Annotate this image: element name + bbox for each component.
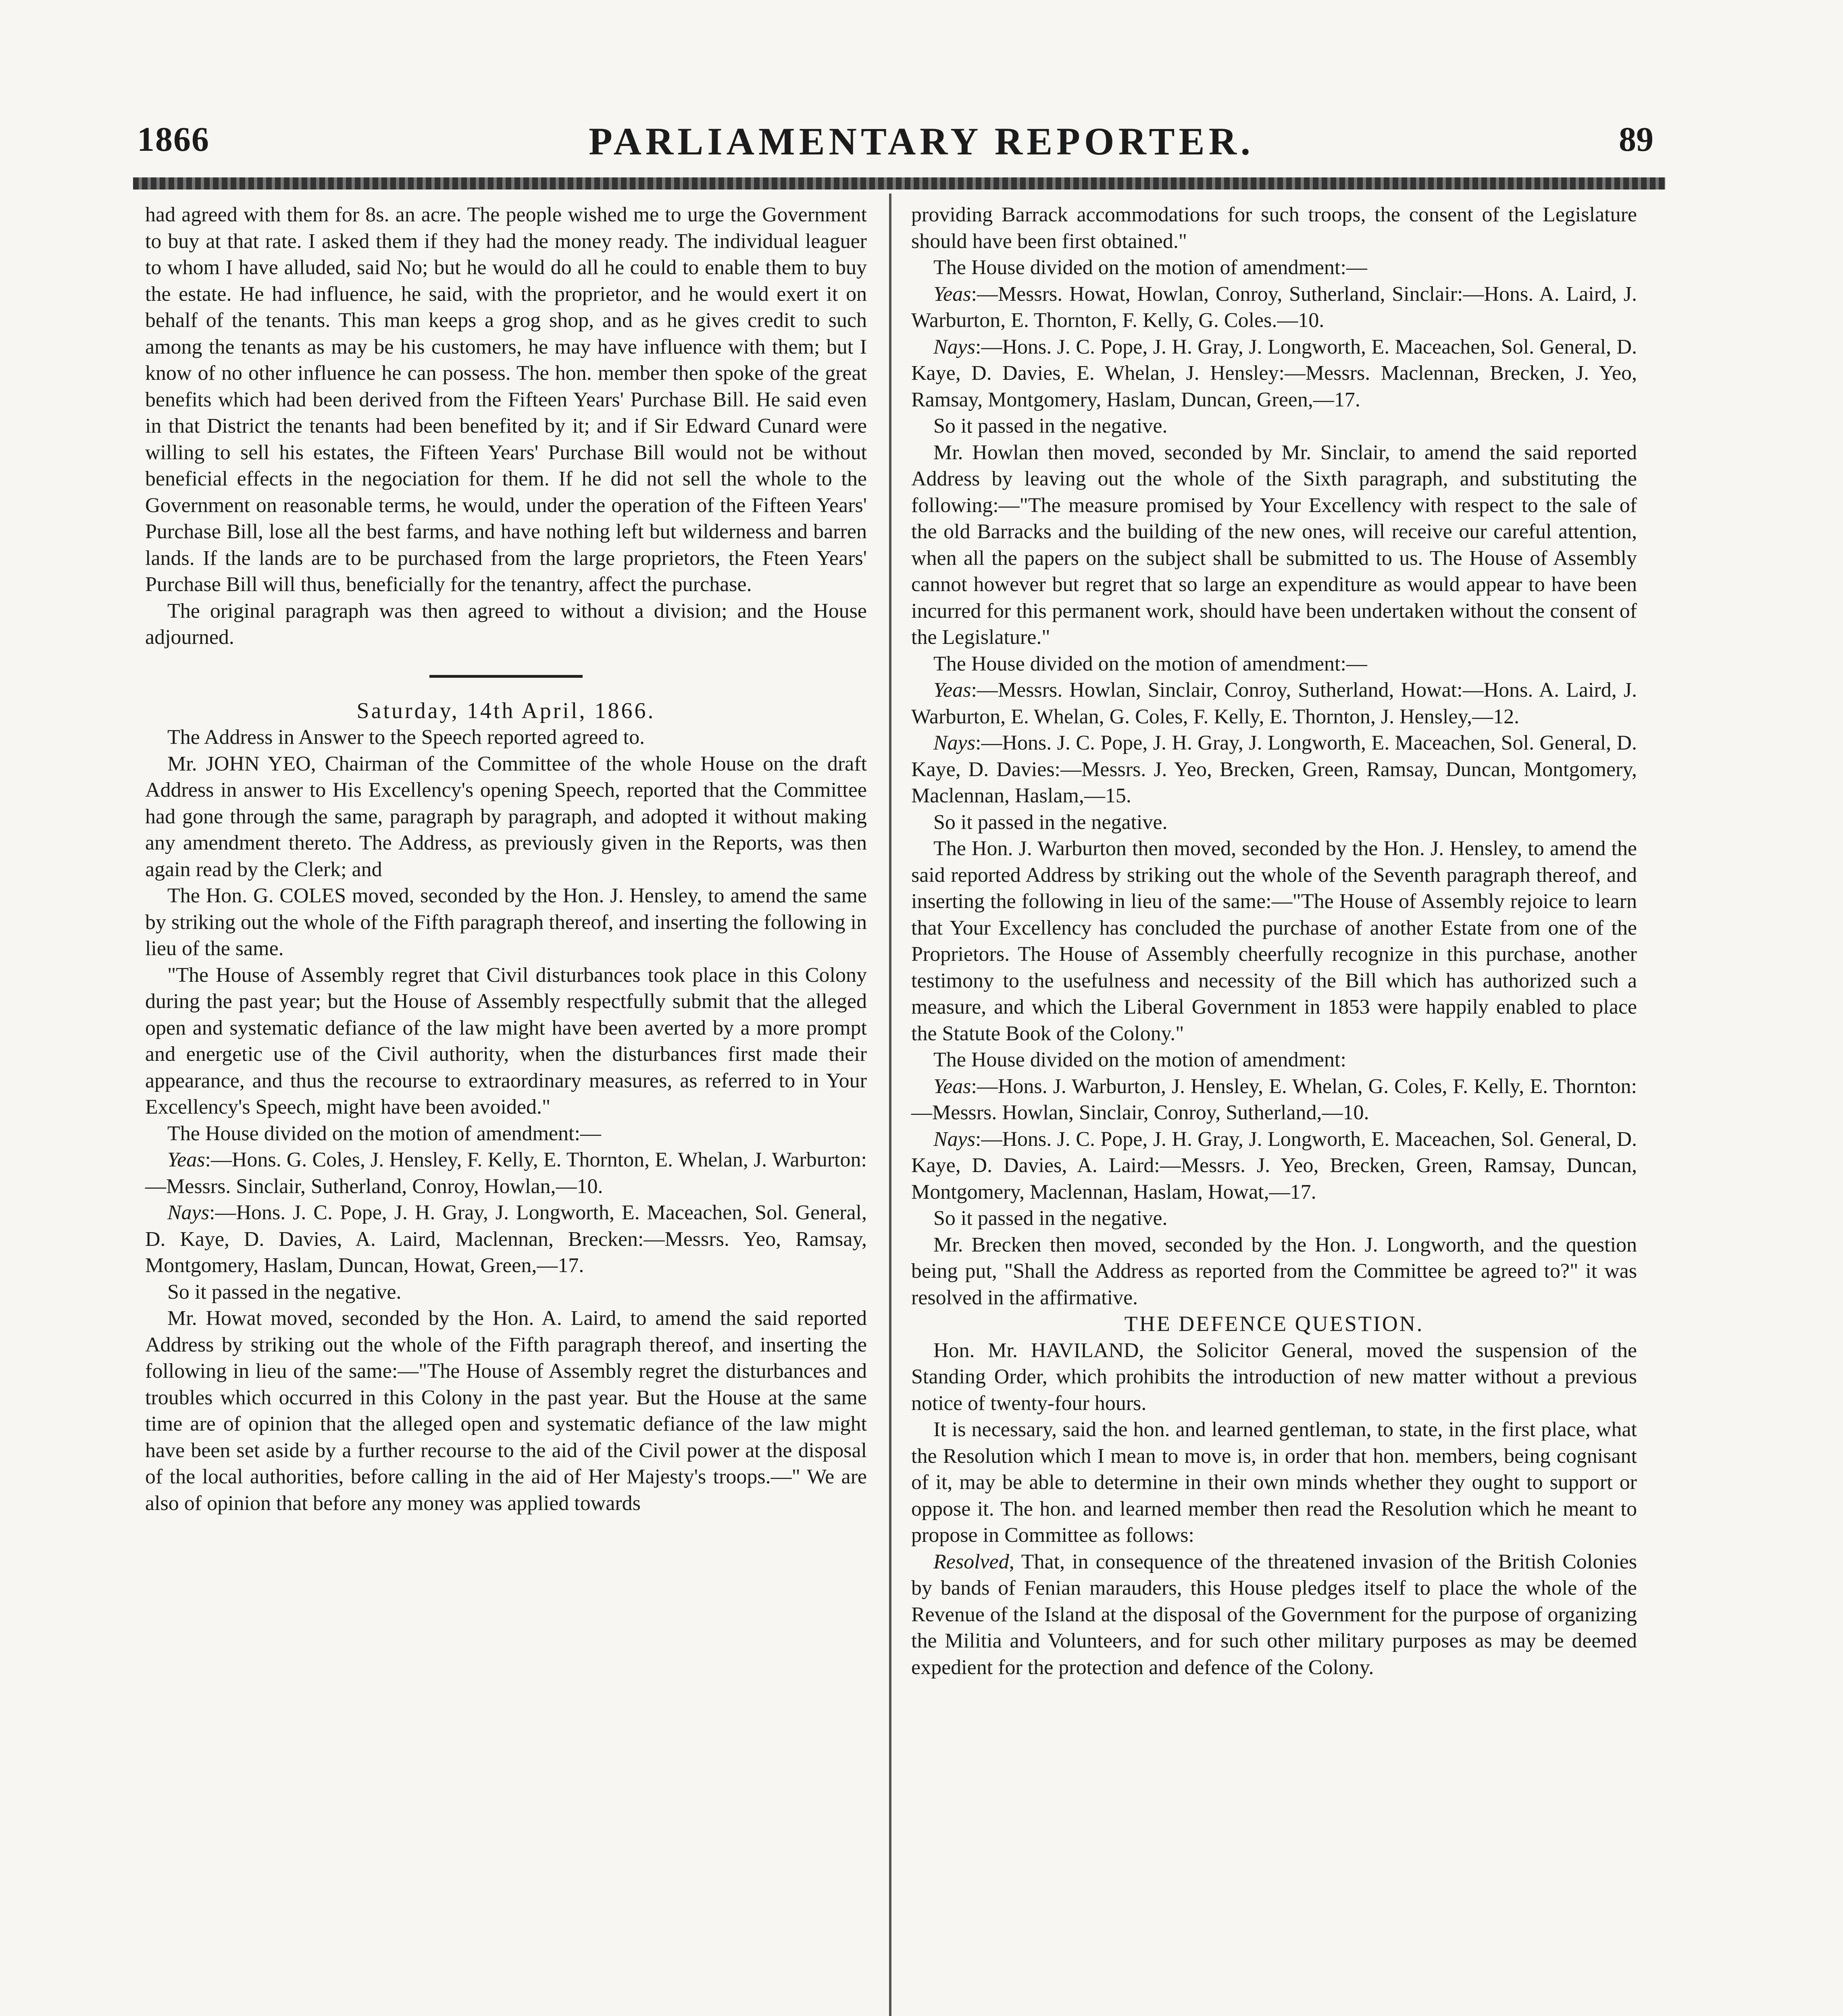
paragraph: Mr. Brecken then moved, seconded by the Hon. J. Longworth, and the question being put, "Shall the Address as reported from the Committee be agreed to?" it was resolved in the affirmative.: [911, 1233, 1637, 1309]
nays-label: Nays: [167, 1201, 209, 1224]
nays-label: Nays: [933, 1127, 975, 1151]
yeas-label: Yeas: [933, 282, 971, 306]
header-page-number: 89: [1619, 120, 1653, 158]
paragraph: So it passed in the negative.: [933, 414, 1168, 437]
column-divider: [889, 194, 891, 2016]
resolved-label: Resolved: [933, 1550, 1009, 1573]
paragraph: Mr. JOHN YEO, Chairman of the Committee of the whole House on the draft Address in answer to His Excellency's opening Speech, reported that the Committee had gone through the same, paragraph by paragraph, and adopted it without making any amendment thereto. The Address, as previously given in the Reports, was then again read by the Clerk; and: [145, 752, 867, 881]
paragraph: The original paragraph was then agreed to without a division; and the House adjourned.: [145, 599, 867, 649]
nays-names: :—Hons. J. C. Pope, J. H. Gray, J. Longworth, E. Maceachen, Sol. General, D. Kaye, D. Davies, E. Whelan, J. Hensley:—Messrs. Maclennan, Brecken, J. Yeo, Ramsay, Montgomery, Haslam, Duncan, Green,—17.: [911, 335, 1637, 411]
yeas-names: :—Messrs. Howat, Howlan, Conroy, Sutherland, Sinclair:—Hons. A. Laird, J. Warburton, E. Thornton, F. Kelly, G. Coles.—10.: [911, 282, 1637, 332]
paragraph: The House divided on the motion of amendment:—: [933, 652, 1367, 675]
date-heading: Saturday, 14th April, 1866.: [356, 698, 656, 723]
yeas-list: [911, 677, 1637, 730]
section-heading: THE DEFENCE QUESTION.: [1124, 1312, 1424, 1336]
header-year: 1866: [137, 120, 210, 158]
nays-list: [911, 730, 1637, 809]
yeas-list: [911, 1073, 1637, 1126]
nays-list: [145, 1200, 867, 1279]
section-rule: [429, 675, 583, 678]
paragraph: The Address in Answer to the Speech reported agreed to.: [167, 726, 645, 749]
resolution: [911, 1549, 1637, 1681]
paragraph: Mr. Howlan then moved, seconded by Mr. Sinclair, to amend the said reported Address by leaving out the whole of the Sixth paragraph, and substituting the following:—"The measure promised by Your Excellency with respect to the sale of the old Barracks and the building of the new ones, will receive our careful attention, when all the papers on the subject shall be submitted to us. The House of Assembly cannot however but regret that so large an expenditure as would appear to have been incurred for this permanent work, should have been undertaken without the consent of the Legislature.": [911, 441, 1637, 649]
paragraph: The House divided on the motion of amendment:—: [167, 1122, 601, 1145]
nays-label: Nays: [933, 335, 975, 358]
yeas-names: :—Hons. J. Warburton, J. Hensley, E. Whelan, G. Coles, F. Kelly, E. Thornton:—Messrs. Howlan, Sinclair, Conroy, Sutherland,—10.: [911, 1075, 1637, 1124]
paragraph: had agreed with them for 8s. an acre. The people wished me to urge the Government to buy at that rate. I asked them if they had the money ready. The individual leaguer to whom I have alluded, said No; but he would do all he could to enable them to buy the estate. He had influence, he said, with the proprietor, and he would exert it on behalf of the tenants. This man keeps a grog shop, and as he gives credit to such among the tenants as may be his customers, he may have influence with them; but I know of no other influence he can possess. The hon. member then spoke of the great benefits which had been derived from the Fifteen Years' Purchase Bill. He said even in that District the tenants had been benefited by it; and if Sir Edward Cunard were willing to sell his estates, the Fifteen Years' Purchase Bill would not be without beneficial effects in the negociation for them. If he did not sell the whole to the Government on reasonable terms, he would, under the operation of the Fifteen Years' Purchase Bill, lose all the best farms, and have nothing left but wilderness and barren lands. If the lands are to be purchased from the large proprietors, the Fteen Years' Purchase Bill will thus, beneficially for the tenantry, affect the purchase.: [145, 203, 867, 596]
left-column: [145, 202, 867, 1516]
paragraph: So it passed in the negative.: [167, 1280, 402, 1304]
paragraph: The Hon. J. Warburton then moved, seconded by the Hon. J. Hensley, to amend the said reported Address by striking out the whole of the Seventh paragraph thereof, and inserting the following in lieu of the same:—"The House of Assembly rejoice to learn that Your Excellency has concluded the purchase of another Estate from one of the Proprietors. The House of Assembly cheerfully recognize in this purchase, another testimony to the usefulness and necessity of the Bill which has authorized such a measure, and which the Liberal Government in 1853 were happily enabled to place the Statute Book of the Colony.": [911, 837, 1637, 1045]
yeas-label: Yeas: [933, 679, 971, 702]
yeas-label: Yeas: [167, 1148, 205, 1171]
paragraph: The Hon. G. COLES moved, seconded by the Hon. J. Hensley, to amend the same by striking out the whole of the Fifth paragraph thereof, and inserting the following in lieu of the same.: [145, 884, 867, 960]
nays-names: :—Hons. J. C. Pope, J. H. Gray, J. Longworth, E. Maceachen, Sol. General, D. Kaye, D. Davies, A. Laird:—Messrs. J. Yeo, Brecken, Green, Ramsay, Duncan, Montgomery, Maclennan, Haslam, Howat,—17.: [911, 1127, 1637, 1204]
header-title: PARLIAMENTARY REPORTER.: [589, 120, 1254, 163]
paragraph: The House divided on the motion of amendment:—: [933, 256, 1367, 279]
yeas-names: :—Hons. G. Coles, J. Hensley, F. Kelly, E. Thornton, E. Whelan, J. Warburton:—Messrs. Sinclair, Sutherland, Conroy, Howlan,—10.: [145, 1148, 867, 1198]
nays-label: Nays: [933, 731, 975, 754]
right-column: [911, 202, 1637, 1681]
paragraph: Hon. Mr. HAVILAND, the Solicitor General, moved the suspension of the Standing Order, which prohibits the introduction of new matter without a previous notice of twenty-four hours.: [911, 1339, 1637, 1415]
header-rule: [133, 177, 1665, 190]
yeas-list: [911, 281, 1637, 334]
paragraph: providing Barrack accommodations for such troops, the consent of the Legislature should have been first obtained.": [911, 203, 1637, 253]
nays-list: [911, 334, 1637, 413]
yeas-list: [145, 1147, 867, 1200]
paragraph: It is necessary, said the hon. and learned gentleman, to state, in the first place, what the Resolution which I mean to move is, in order that hon. members, being cognisant of it, may be able to determine in their own minds whether they ought to support or oppose it. The hon. and learned member then read the Resolution which he meant to propose in Committee as follows:: [911, 1418, 1637, 1547]
paragraph: Mr. Howat moved, seconded by the Hon. A. Laird, to amend the said reported Address by striking out the whole of the Fifth paragraph thereof, and inserting the following in lieu of the same:—"The House of Assembly regret the disturbances and troubles which occurred in this Colony in the past year. But the House at the same time are of opinion that the alleged open and systematic defiance of the law might have been set aside by a further recourse to the aid of the Civil power at the disposal of the local authorities, before calling in the aid of Her Majesty's troops.—" We are also of opinion that before any money was applied towards: [145, 1307, 867, 1515]
nays-names: :—Hons. J. C. Pope, J. H. Gray, J. Longworth, E. Maceachen, Sol. General, D. Kaye, D. Davies:—Messrs. J. Yeo, Brecken, Green, Ramsay, Duncan, Montgomery, Maclennan, Haslam,—15.: [911, 731, 1637, 807]
resolution-text: , That, in consequence of the threatened invasion of the British Colonies by bands of Fenian marauders, this House pledges itself to place the whole of the Revenue of the Island at the disposal of the Government for the purpose of organizing the Militia and Volunteers, and for such other military purposes as may be deemed expedient for the protection and defence of the Colony.: [911, 1550, 1637, 1679]
nays-names: :—Hons. J. C. Pope, J. H. Gray, J. Longworth, E. Maceachen, Sol. General, D. Kaye, D. Davies, A. Laird, Maclennan, Brecken:—Messrs. Yeo, Ramsay, Montgomery, Haslam, Duncan, Howat, Green,—17.: [145, 1201, 867, 1277]
paragraph: So it passed in the negative.: [933, 1207, 1168, 1230]
quoted-amendment: "The House of Assembly regret that Civil disturbances took place in this Colony during the past year; but the House of Assembly respectfully submit that the alleged open and systematic defiance of the law might have been averted by a more prompt and energetic use of the Civil authority, when the disturbances first made their appearance, and thus the recourse to extraordinary measures, as referred to in Your Excellency's Speech, might have been avoided.": [145, 963, 867, 1118]
paragraph: The House divided on the motion of amendment:: [933, 1048, 1346, 1071]
nays-list: [911, 1126, 1637, 1206]
yeas-label: Yeas: [933, 1075, 971, 1098]
paragraph: So it passed in the negative.: [933, 810, 1168, 834]
yeas-names: :—Messrs. Howlan, Sinclair, Conroy, Sutherland, Howat:—Hons. A. Laird, J. Warburton, E. Whelan, G. Coles, F. Kelly, E. Thornton, J. Hensley,—12.: [911, 679, 1637, 728]
